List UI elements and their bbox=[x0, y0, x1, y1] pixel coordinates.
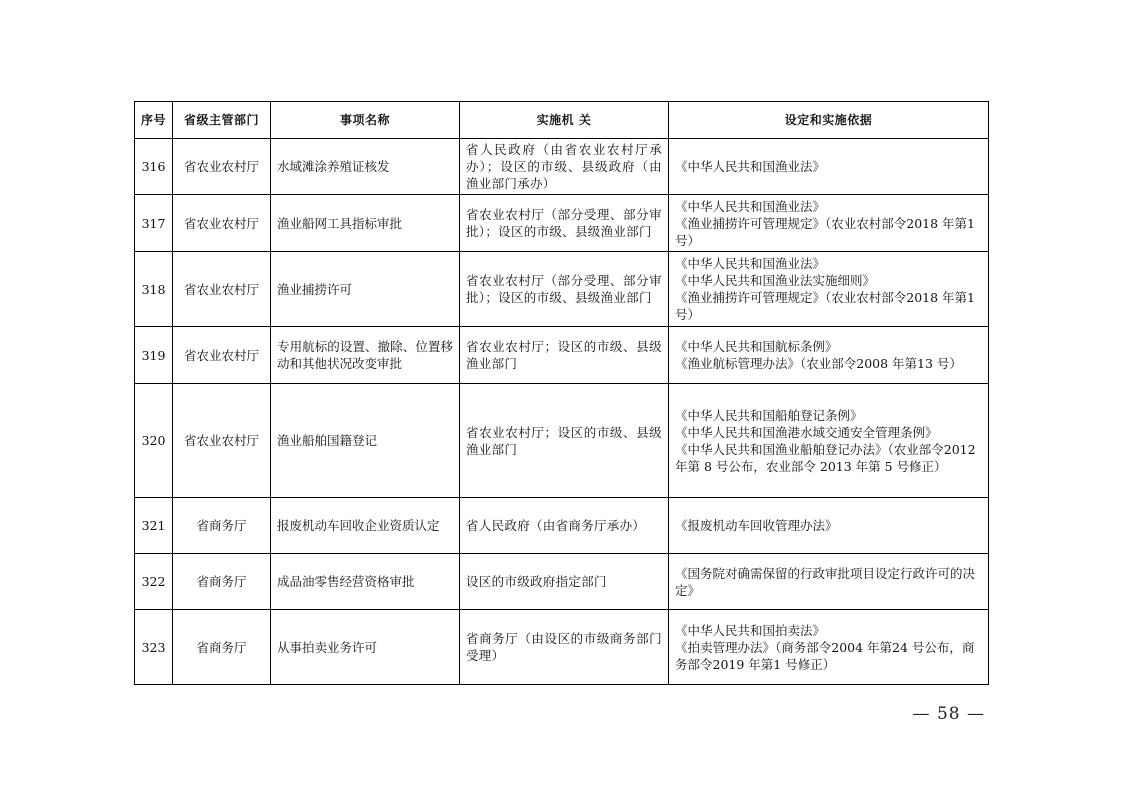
row-serial-number: 320 bbox=[135, 384, 173, 498]
table-row bbox=[135, 195, 989, 252]
row-implementing-agency: 设区的市级政府指定部门 bbox=[460, 554, 669, 610]
basis-entry: 《拍卖管理办法》（商务部令2004 年第24 号公布，商务部令2019 年第1 号修正） bbox=[675, 639, 975, 672]
row-implementing-agency: 省人民政府（由省商务厅承办） bbox=[460, 498, 669, 554]
row-item-name: 成品油零售经营资格审批 bbox=[271, 554, 460, 610]
row-department: 省商务厅 bbox=[173, 610, 271, 685]
row-legal-basis bbox=[669, 554, 989, 610]
row-legal-basis bbox=[669, 139, 989, 195]
row-department: 省农业农村厅 bbox=[173, 384, 271, 498]
basis-entry: 《渔业航标管理办法》（农业部令2008 年第13 号） bbox=[675, 356, 962, 371]
header-implementing-agency: 实施机 关 bbox=[460, 102, 669, 139]
row-serial-number: 322 bbox=[135, 554, 173, 610]
row-department: 省农业农村厅 bbox=[173, 195, 271, 252]
basis-entry: 《中华人民共和国渔业法》 bbox=[675, 159, 826, 174]
table-row bbox=[135, 610, 989, 685]
basis-entry: 《中华人民共和国航标条例》 bbox=[675, 339, 838, 354]
row-serial-number: 318 bbox=[135, 252, 173, 327]
basis-entry: 《中华人民共和国渔港水域交通安全管理条例》 bbox=[675, 424, 938, 440]
row-implementing-agency: 省农业农村厅；设区的市级、县级渔业部门 bbox=[460, 327, 669, 384]
table-row bbox=[135, 252, 989, 327]
basis-entry: 《国务院对确需保留的行政审批项目设定行政许可的决定》 bbox=[675, 565, 976, 598]
basis-entry: 《中华人民共和国渔业船舶登记办法》（农业部令2012 年第 8 号公布，农业部令 2013 年第 5 号修正） bbox=[675, 441, 976, 474]
basis-entry: 《中华人民共和国拍卖法》 bbox=[675, 622, 826, 638]
row-item-name: 从事拍卖业务许可 bbox=[271, 610, 460, 685]
row-item-name: 渔业船舶国籍登记 bbox=[271, 384, 460, 498]
basis-entry: 《中华人民共和国渔业法实施细则》 bbox=[675, 273, 876, 288]
row-department: 省商务厅 bbox=[173, 554, 271, 610]
table-row bbox=[135, 554, 989, 610]
row-item-name: 水域滩涂养殖证核发 bbox=[271, 139, 460, 195]
row-implementing-agency: 省商务厅（由设区的市级商务部门受理） bbox=[460, 610, 669, 685]
table-header-row bbox=[135, 102, 989, 139]
table-row bbox=[135, 498, 989, 554]
row-item-name: 报废机动车回收企业资质认定 bbox=[271, 498, 460, 554]
row-department: 省商务厅 bbox=[173, 498, 271, 554]
header-department: 省级主管部门 bbox=[173, 102, 271, 139]
header-legal-basis: 设定和实施依据 bbox=[669, 102, 989, 139]
row-item-name: 专用航标的设置、撤除、位置移动和其他状况改变审批 bbox=[271, 327, 460, 384]
row-implementing-agency: 省农业农村厅（部分受理、部分审批）；设区的市级、县级渔业部门 bbox=[460, 195, 669, 252]
table-row bbox=[135, 327, 989, 384]
row-serial-number: 321 bbox=[135, 498, 173, 554]
basis-entry: 《渔业捕捞许可管理规定》（农业农村部令2018 年第1 号） bbox=[675, 290, 975, 322]
row-serial-number: 317 bbox=[135, 195, 173, 252]
table-row bbox=[135, 139, 989, 195]
row-department: 省农业农村厅 bbox=[173, 327, 271, 384]
row-legal-basis bbox=[669, 498, 989, 554]
row-department: 省农业农村厅 bbox=[173, 252, 271, 327]
header-item-name: 事项名称 bbox=[271, 102, 460, 139]
row-legal-basis bbox=[669, 384, 989, 498]
row-serial-number: 323 bbox=[135, 610, 173, 685]
row-item-name: 渔业捕捞许可 bbox=[271, 252, 460, 327]
basis-entry: 《中华人民共和国渔业法》 bbox=[675, 256, 826, 271]
row-legal-basis bbox=[669, 327, 989, 384]
row-department: 省农业农村厅 bbox=[173, 139, 271, 195]
basis-entry: 《中华人民共和国渔业法》 bbox=[675, 198, 826, 214]
row-serial-number: 316 bbox=[135, 139, 173, 195]
row-legal-basis bbox=[669, 195, 989, 252]
row-legal-basis bbox=[669, 252, 989, 327]
basis-entry: 《报废机动车回收管理办法》 bbox=[675, 518, 838, 533]
row-serial-number: 319 bbox=[135, 327, 173, 384]
basis-entry: 《渔业捕捞许可管理规定》（农业农村部令2018 年第1 号） bbox=[675, 215, 975, 248]
row-item-name: 渔业船网工具指标审批 bbox=[271, 195, 460, 252]
row-implementing-agency: 省人民政府（由省农业农村厅承办）；设区的市级、县级政府（由渔业部门承办） bbox=[460, 139, 669, 195]
administrative-license-table bbox=[134, 101, 989, 685]
header-serial-number: 序号 bbox=[135, 102, 173, 139]
row-implementing-agency: 省农业农村厅（部分受理、部分审批）；设区的市级、县级渔业部门 bbox=[460, 252, 669, 327]
page-number: — 58 — bbox=[912, 704, 985, 724]
row-legal-basis bbox=[669, 610, 989, 685]
row-implementing-agency: 省农业农村厅；设区的市级、县级渔业部门 bbox=[460, 384, 669, 498]
basis-entry: 《中华人民共和国船舶登记条例》 bbox=[675, 407, 863, 423]
table-row bbox=[135, 384, 989, 498]
